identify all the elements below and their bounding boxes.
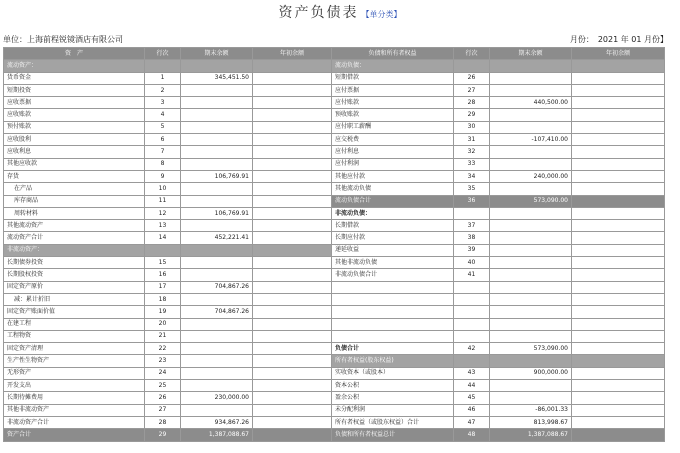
right-item-label: 应付职工薪酬 xyxy=(332,121,454,133)
left-opening-balance xyxy=(253,109,332,121)
period-label: 月份： 2021 年 01 月份】 xyxy=(569,35,668,44)
left-opening-balance xyxy=(253,220,332,232)
right-opening-balance xyxy=(572,60,665,72)
left-closing-balance: 452,221.41 xyxy=(181,232,253,244)
right-line-number xyxy=(454,281,490,293)
right-line-number: 32 xyxy=(454,146,490,158)
left-item-label: 流动资产合计 xyxy=(4,232,145,244)
table-row xyxy=(4,257,665,269)
left-opening-balance xyxy=(253,207,332,219)
left-closing-balance xyxy=(181,146,253,158)
left-item-label: 应收股利 xyxy=(4,134,145,146)
left-line-number: 24 xyxy=(145,367,181,379)
left-item-label: 流动资产： xyxy=(4,60,145,72)
right-closing-balance xyxy=(490,220,572,232)
right-closing-balance: -86,001.33 xyxy=(490,404,572,416)
right-closing-balance: 440,500.00 xyxy=(490,97,572,109)
right-closing-balance xyxy=(490,183,572,195)
right-line-number: 45 xyxy=(454,392,490,404)
right-line-number: 37 xyxy=(454,220,490,232)
right-opening-balance xyxy=(572,146,665,158)
right-line-number: 31 xyxy=(454,134,490,146)
table-row xyxy=(4,367,665,379)
left-item-label: 在建工程 xyxy=(4,318,145,330)
table-row xyxy=(4,343,665,355)
right-item-label: 资本公积 xyxy=(332,380,454,392)
table-row xyxy=(4,269,665,281)
right-item-label: 长期借款 xyxy=(332,220,454,232)
table-row xyxy=(4,220,665,232)
right-item-label: 应付利润 xyxy=(332,158,454,170)
left-item-label: 长期股权投资 xyxy=(4,269,145,281)
left-line-number: 2 xyxy=(145,84,181,96)
table-row xyxy=(4,392,665,404)
left-item-label: 其他流动资产 xyxy=(4,220,145,232)
right-closing-balance: 1,387,088.67 xyxy=(490,429,572,441)
right-closing-balance xyxy=(490,330,572,342)
right-item-label: 短期借款 xyxy=(332,72,454,84)
right-opening-balance xyxy=(572,318,665,330)
right-opening-balance xyxy=(572,281,665,293)
right-item-label xyxy=(332,306,454,318)
right-opening-balance xyxy=(572,207,665,219)
left-opening-balance xyxy=(253,72,332,84)
right-opening-balance xyxy=(572,195,665,207)
table-row xyxy=(4,195,665,207)
right-item-label: 负债和所有者权益总计 xyxy=(332,429,454,441)
col-header-closing-balance: 期末余额 xyxy=(181,48,253,60)
col-header-line-no-right: 行次 xyxy=(454,48,490,60)
right-closing-balance xyxy=(490,306,572,318)
right-line-number: 26 xyxy=(454,72,490,84)
table-body xyxy=(4,60,665,441)
left-line-number: 25 xyxy=(145,380,181,392)
left-closing-balance xyxy=(181,84,253,96)
right-closing-balance xyxy=(490,380,572,392)
right-item-label: 应付利息 xyxy=(332,146,454,158)
left-line-number: 9 xyxy=(145,170,181,182)
right-opening-balance xyxy=(572,72,665,84)
left-item-label: 非流动资产： xyxy=(4,244,145,256)
left-item-label: 存货 xyxy=(4,170,145,182)
left-opening-balance xyxy=(253,404,332,416)
table-header-row xyxy=(4,48,665,60)
right-item-label: 其他应付款 xyxy=(332,170,454,182)
table-row xyxy=(4,330,665,342)
right-item-label: 实收资本（或股本） xyxy=(332,367,454,379)
right-opening-balance xyxy=(572,416,665,428)
left-line-number: 29 xyxy=(145,429,181,441)
table-row xyxy=(4,380,665,392)
right-closing-balance: 900,000.00 xyxy=(490,367,572,379)
right-opening-balance xyxy=(572,134,665,146)
left-closing-balance xyxy=(181,244,253,256)
left-opening-balance xyxy=(253,60,332,72)
right-opening-balance xyxy=(572,170,665,182)
left-line-number: 7 xyxy=(145,146,181,158)
left-opening-balance xyxy=(253,232,332,244)
right-closing-balance xyxy=(490,72,572,84)
left-closing-balance: 704,867.26 xyxy=(181,306,253,318)
left-item-label: 预付账款 xyxy=(4,121,145,133)
left-line-number: 10 xyxy=(145,183,181,195)
right-closing-balance: 573,090.00 xyxy=(490,195,572,207)
left-item-label: 应收利息 xyxy=(4,146,145,158)
left-closing-balance xyxy=(181,134,253,146)
left-item-label: 生产性生物资产 xyxy=(4,355,145,367)
right-closing-balance: -107,410.00 xyxy=(490,134,572,146)
right-line-number: 36 xyxy=(454,195,490,207)
right-line-number: 40 xyxy=(454,257,490,269)
left-item-label: 应收账款 xyxy=(4,109,145,121)
left-closing-balance xyxy=(181,404,253,416)
report-subtitle: 【单分类】 xyxy=(361,10,402,19)
table-row xyxy=(4,134,665,146)
left-item-label: 固定资产清理 xyxy=(4,343,145,355)
right-opening-balance xyxy=(572,84,665,96)
left-opening-balance xyxy=(253,158,332,170)
left-closing-balance: 934,867.26 xyxy=(181,416,253,428)
balance-sheet-table xyxy=(3,47,665,442)
table-row xyxy=(4,232,665,244)
left-closing-balance xyxy=(181,330,253,342)
left-item-label: 长期债券投资 xyxy=(4,257,145,269)
col-header-liabilities-equity: 负债和所有者权益 xyxy=(332,48,454,60)
right-opening-balance xyxy=(572,158,665,170)
right-line-number xyxy=(454,207,490,219)
left-line-number: 23 xyxy=(145,355,181,367)
left-line-number: 17 xyxy=(145,281,181,293)
right-line-number: 42 xyxy=(454,343,490,355)
right-item-label: 应付票据 xyxy=(332,84,454,96)
right-opening-balance xyxy=(572,330,665,342)
left-closing-balance xyxy=(181,97,253,109)
left-opening-balance xyxy=(253,269,332,281)
left-opening-balance xyxy=(253,183,332,195)
right-item-label xyxy=(332,330,454,342)
left-opening-balance xyxy=(253,84,332,96)
col-header-closing-balance-right: 期末余额 xyxy=(490,48,572,60)
left-opening-balance xyxy=(253,195,332,207)
left-opening-balance xyxy=(253,343,332,355)
right-line-number: 38 xyxy=(454,232,490,244)
right-closing-balance xyxy=(490,146,572,158)
left-opening-balance xyxy=(253,355,332,367)
col-header-line-no: 行次 xyxy=(145,48,181,60)
right-opening-balance xyxy=(572,392,665,404)
left-opening-balance xyxy=(253,318,332,330)
right-line-number: 30 xyxy=(454,121,490,133)
left-item-label: 其他应收款 xyxy=(4,158,145,170)
right-opening-balance xyxy=(572,232,665,244)
right-closing-balance xyxy=(490,158,572,170)
right-item-label: 负债合计 xyxy=(332,343,454,355)
right-line-number: 48 xyxy=(454,429,490,441)
right-closing-balance xyxy=(490,392,572,404)
right-opening-balance xyxy=(572,183,665,195)
report-title: 资产负债表 xyxy=(278,5,359,21)
left-item-label: 固定资产原价 xyxy=(4,281,145,293)
company-unit-label: 单位：上海前程锐镜酒店有限公司 xyxy=(3,35,123,44)
right-closing-balance xyxy=(490,60,572,72)
left-line-number: 5 xyxy=(145,121,181,133)
table-row xyxy=(4,183,665,195)
right-opening-balance xyxy=(572,380,665,392)
left-opening-balance xyxy=(253,170,332,182)
right-line-number: 46 xyxy=(454,404,490,416)
right-line-number xyxy=(454,293,490,305)
left-line-number: 19 xyxy=(145,306,181,318)
left-item-label: 减：累计折旧 xyxy=(4,293,145,305)
left-item-label: 资产合计 xyxy=(4,429,145,441)
left-closing-balance xyxy=(181,121,253,133)
right-item-label: 应付账款 xyxy=(332,97,454,109)
left-line-number: 16 xyxy=(145,269,181,281)
right-opening-balance xyxy=(572,257,665,269)
left-opening-balance xyxy=(253,121,332,133)
table-row xyxy=(4,416,665,428)
right-closing-balance xyxy=(490,257,572,269)
right-opening-balance xyxy=(572,97,665,109)
table-row xyxy=(4,404,665,416)
left-closing-balance: 106,769.91 xyxy=(181,170,253,182)
right-opening-balance xyxy=(572,220,665,232)
right-item-label xyxy=(332,318,454,330)
left-closing-balance xyxy=(181,318,253,330)
left-closing-balance xyxy=(181,257,253,269)
right-line-number: 35 xyxy=(454,183,490,195)
right-opening-balance xyxy=(572,404,665,416)
right-item-label: 流动负债： xyxy=(332,60,454,72)
table-row xyxy=(4,429,665,441)
table-row xyxy=(4,318,665,330)
left-item-label: 库存商品 xyxy=(4,195,145,207)
left-line-number: 12 xyxy=(145,207,181,219)
right-item-label: 其他流动负债 xyxy=(332,183,454,195)
left-closing-balance xyxy=(181,158,253,170)
left-line-number: 13 xyxy=(145,220,181,232)
left-item-label: 货币资金 xyxy=(4,72,145,84)
left-line-number xyxy=(145,60,181,72)
left-item-label: 长期待摊费用 xyxy=(4,392,145,404)
left-line-number: 8 xyxy=(145,158,181,170)
right-line-number: 28 xyxy=(454,97,490,109)
left-opening-balance xyxy=(253,380,332,392)
left-line-number: 22 xyxy=(145,343,181,355)
left-line-number: 20 xyxy=(145,318,181,330)
right-opening-balance xyxy=(572,244,665,256)
left-item-label: 应收票据 xyxy=(4,97,145,109)
right-closing-balance xyxy=(490,293,572,305)
left-opening-balance xyxy=(253,257,332,269)
right-line-number: 43 xyxy=(454,367,490,379)
right-closing-balance xyxy=(490,207,572,219)
left-closing-balance: 230,000.00 xyxy=(181,392,253,404)
left-opening-balance xyxy=(253,416,332,428)
left-line-number: 3 xyxy=(145,97,181,109)
right-closing-balance xyxy=(490,232,572,244)
left-item-label: 短期投资 xyxy=(4,84,145,96)
right-item-label xyxy=(332,281,454,293)
right-item-label: 流动负债合计 xyxy=(332,195,454,207)
right-item-label: 递延收益 xyxy=(332,244,454,256)
left-closing-balance xyxy=(181,195,253,207)
report-title-row xyxy=(0,2,680,20)
right-line-number: 29 xyxy=(454,109,490,121)
right-item-label: 所有者权益（或股东权益）合计 xyxy=(332,416,454,428)
table-row xyxy=(4,84,665,96)
table-row xyxy=(4,207,665,219)
right-line-number xyxy=(454,306,490,318)
table-row xyxy=(4,281,665,293)
left-item-label: 其他非流动资产 xyxy=(4,404,145,416)
table-row xyxy=(4,158,665,170)
left-closing-balance xyxy=(181,380,253,392)
right-item-label: 盈余公积 xyxy=(332,392,454,404)
right-item-label: 非流动负债合计 xyxy=(332,269,454,281)
left-line-number: 14 xyxy=(145,232,181,244)
left-item-label: 固定资产账面价值 xyxy=(4,306,145,318)
right-line-number xyxy=(454,330,490,342)
right-opening-balance xyxy=(572,429,665,441)
right-item-label: 未分配利润 xyxy=(332,404,454,416)
right-closing-balance: 813,998.67 xyxy=(490,416,572,428)
right-item-label: 所有者权益(股东权益) xyxy=(332,355,454,367)
right-opening-balance xyxy=(572,343,665,355)
left-closing-balance: 1,387,088.67 xyxy=(181,429,253,441)
left-line-number: 4 xyxy=(145,109,181,121)
left-closing-balance xyxy=(181,269,253,281)
table-row xyxy=(4,146,665,158)
left-line-number: 18 xyxy=(145,293,181,305)
right-opening-balance xyxy=(572,355,665,367)
left-item-label: 工程物资 xyxy=(4,330,145,342)
right-line-number xyxy=(454,318,490,330)
right-item-label: 非流动负债： xyxy=(332,207,454,219)
left-item-label: 周转材料 xyxy=(4,207,145,219)
right-item-label: 预收账款 xyxy=(332,109,454,121)
right-closing-balance xyxy=(490,318,572,330)
left-closing-balance xyxy=(181,367,253,379)
left-closing-balance: 345,451.50 xyxy=(181,72,253,84)
right-line-number: 41 xyxy=(454,269,490,281)
right-line-number: 44 xyxy=(454,380,490,392)
table-row xyxy=(4,109,665,121)
left-closing-balance xyxy=(181,355,253,367)
left-opening-balance xyxy=(253,306,332,318)
table-row xyxy=(4,170,665,182)
left-closing-balance xyxy=(181,60,253,72)
col-header-opening-balance: 年初余额 xyxy=(253,48,332,60)
right-closing-balance xyxy=(490,84,572,96)
right-closing-balance xyxy=(490,121,572,133)
right-line-number: 33 xyxy=(454,158,490,170)
left-opening-balance xyxy=(253,367,332,379)
left-opening-balance xyxy=(253,134,332,146)
left-line-number: 1 xyxy=(145,72,181,84)
left-closing-balance: 704,867.26 xyxy=(181,281,253,293)
right-item-label: 长期应付款 xyxy=(332,232,454,244)
col-header-opening-balance-right: 年初余额 xyxy=(572,48,665,60)
table-row xyxy=(4,121,665,133)
right-item-label: 其他非流动负债 xyxy=(332,257,454,269)
left-opening-balance xyxy=(253,330,332,342)
table-row xyxy=(4,60,665,72)
left-opening-balance xyxy=(253,281,332,293)
right-item-label xyxy=(332,293,454,305)
left-item-label: 无形资产 xyxy=(4,367,145,379)
left-line-number: 28 xyxy=(145,416,181,428)
left-item-label: 在产品 xyxy=(4,183,145,195)
table-row xyxy=(4,72,665,84)
left-item-label: 非流动资产合计 xyxy=(4,416,145,428)
right-opening-balance xyxy=(572,306,665,318)
right-opening-balance xyxy=(572,367,665,379)
left-opening-balance xyxy=(253,97,332,109)
right-opening-balance xyxy=(572,109,665,121)
right-closing-balance xyxy=(490,281,572,293)
right-opening-balance xyxy=(572,293,665,305)
left-closing-balance xyxy=(181,220,253,232)
table-row xyxy=(4,306,665,318)
right-closing-balance xyxy=(490,269,572,281)
right-closing-balance xyxy=(490,355,572,367)
left-line-number: 26 xyxy=(145,392,181,404)
left-closing-balance xyxy=(181,109,253,121)
left-closing-balance xyxy=(181,183,253,195)
right-closing-balance: 240,000.00 xyxy=(490,170,572,182)
left-opening-balance xyxy=(253,392,332,404)
right-opening-balance xyxy=(572,269,665,281)
left-closing-balance xyxy=(181,293,253,305)
right-line-number: 34 xyxy=(454,170,490,182)
left-opening-balance xyxy=(253,293,332,305)
right-closing-balance xyxy=(490,244,572,256)
left-line-number: 27 xyxy=(145,404,181,416)
left-item-label: 开发支出 xyxy=(4,380,145,392)
left-line-number: 11 xyxy=(145,195,181,207)
left-line-number: 21 xyxy=(145,330,181,342)
table-row xyxy=(4,244,665,256)
left-opening-balance xyxy=(253,146,332,158)
right-item-label: 应交税费 xyxy=(332,134,454,146)
left-line-number: 6 xyxy=(145,134,181,146)
left-line-number xyxy=(145,244,181,256)
right-closing-balance: 573,090.00 xyxy=(490,343,572,355)
col-header-assets: 资 产 xyxy=(4,48,145,60)
table-row xyxy=(4,355,665,367)
left-line-number: 15 xyxy=(145,257,181,269)
left-closing-balance xyxy=(181,343,253,355)
left-closing-balance: 106,769.91 xyxy=(181,207,253,219)
right-opening-balance xyxy=(572,121,665,133)
right-line-number xyxy=(454,60,490,72)
right-line-number: 39 xyxy=(454,244,490,256)
left-opening-balance xyxy=(253,244,332,256)
left-opening-balance xyxy=(253,429,332,441)
right-closing-balance xyxy=(490,109,572,121)
right-line-number: 47 xyxy=(454,416,490,428)
table-row xyxy=(4,293,665,305)
right-line-number xyxy=(454,355,490,367)
table-row xyxy=(4,97,665,109)
right-line-number: 27 xyxy=(454,84,490,96)
